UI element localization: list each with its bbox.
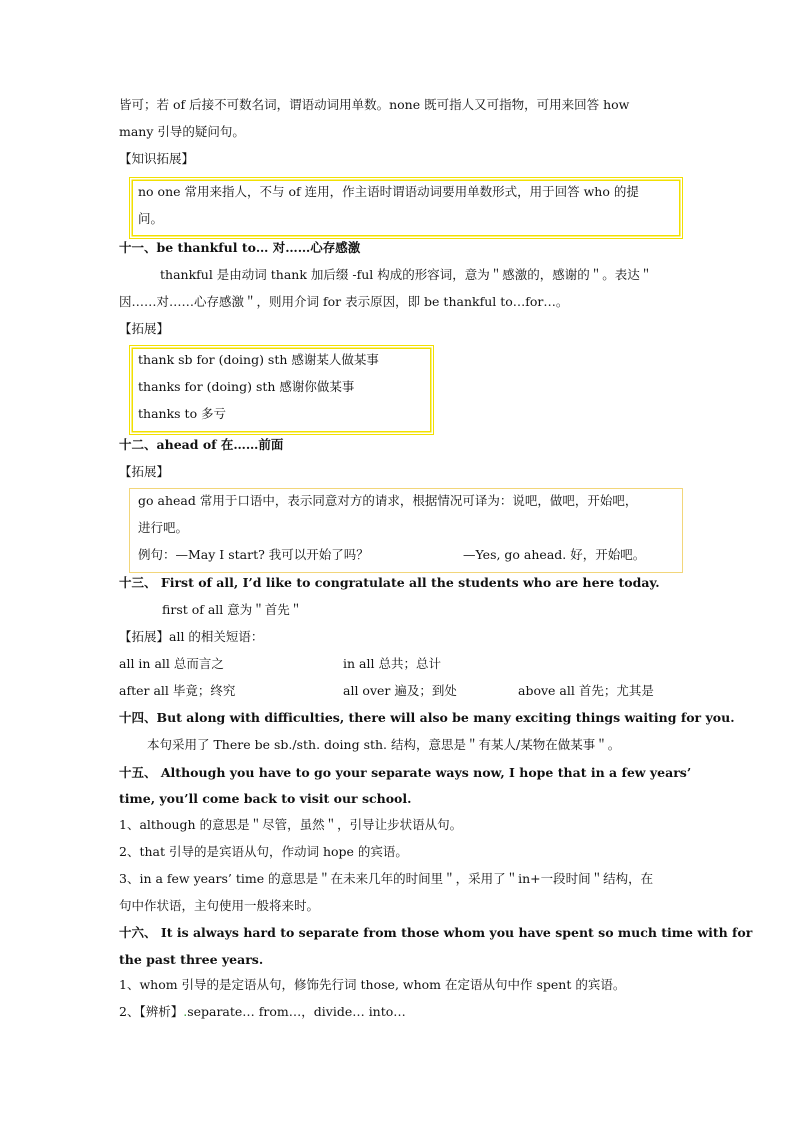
section-heading: 十五、 Although you have to go your separate ways now, I hope that in a few years’: [119, 765, 692, 780]
example-question: 例句：—May I start? 我可以开始了吗？: [138, 547, 369, 562]
text-line: 1、whom 引导的是定语从句，修饰先行词 those, whom 在定语从句中作 spent 的宾语。: [119, 977, 626, 992]
section-heading: 十二、ahead of 在……前面: [119, 437, 284, 452]
text-line: 因……对……心存感激＂，则用介词 for 表示原因，即 be thankful to…for…。: [119, 294, 569, 309]
box-text: thank sb for (doing) sth 感谢某人做某事: [138, 352, 379, 367]
text-line: [119, 1004, 406, 1020]
example-answer: —Yes, go ahead. 好，开始吧。: [463, 547, 646, 562]
bullet-dot-icon: .: [183, 1004, 188, 1019]
text-line: 3、in a few years’ time 的意思是＂在未来几年的时间里＂，采用了＂in+一段时间＂结构，在: [119, 871, 654, 886]
section-heading: 十六、 It is always hard to separate from those whom you have spent so much time with for: [119, 925, 753, 940]
text-line: first of all 意为＂首先＂: [162, 602, 303, 617]
phrase-item: after all 毕竟；终究: [119, 683, 236, 698]
section-label: 【拓展】: [119, 464, 170, 479]
section-heading: the past three years.: [119, 952, 264, 967]
extension-box: [129, 488, 683, 573]
box-text: thanks for (doing) sth 感谢你做某事: [138, 379, 355, 394]
text-line: 2、that 引导的是宾语从句，作动词 hope 的宾语。: [119, 844, 408, 859]
knowledge-box: [129, 177, 683, 239]
extension-box: [129, 345, 434, 435]
text-line: many 引导的疑问句。: [119, 124, 245, 139]
section-heading: 十三、 First of all, I’d like to congratulate all the students who are here today.: [119, 575, 660, 590]
box-text: 问。: [138, 211, 164, 226]
box-text: go ahead 常用于口语中，表示同意对方的请求，根据情况可译为：说吧，做吧，开始吧，: [138, 493, 638, 508]
section-heading: 十一、be thankful to… 对……心存感激: [119, 240, 361, 255]
text-line: thankful 是由动词 thank 加后缀 -ful 构成的形容词，意为＂感激的，感谢的＂。表达＂: [160, 267, 653, 282]
text-line: 1、although 的意思是＂尽管，虽然＂，引导让步状语从句。: [119, 817, 463, 832]
box-text: 进行吧。: [138, 520, 189, 535]
text-line: 句中作状语，主句使用一般将来时。: [119, 898, 320, 913]
phrase-item: above all 首先；尤其是: [518, 683, 654, 698]
section-heading: time, you’ll come back to visit our school.: [119, 791, 412, 806]
section-label: 【知识拓展】: [119, 151, 195, 166]
box-text: no one 常用来指人，不与 of 连用，作主语时谓语动词要用单数形式，用于回答 who 的提: [138, 184, 639, 199]
analysis-label: 2、【辨析】: [119, 1004, 184, 1019]
box-text: thanks to 多亏: [138, 406, 227, 421]
phrase-item: in all 总共；总计: [343, 656, 441, 671]
analysis-text: separate… from…，divide… into…: [187, 1004, 406, 1019]
section-heading: 十四、But along with difficulties, there will also be many exciting things waiting for you.: [119, 710, 735, 725]
phrase-item: all in all 总而言之: [119, 656, 224, 671]
text-line: 本句采用了 There be sb./sth. doing sth. 结构，意思是＂有某人/某物在做某事＂。: [147, 737, 621, 752]
text-line: 皆可；若 of 后接不可数名词，谓语动词用单数。none 既可指人又可指物，可用来回答 how: [119, 97, 630, 112]
phrase-item: all over 遍及；到处: [343, 683, 457, 698]
section-label: 【拓展】: [119, 321, 170, 336]
section-label: 【拓展】all 的相关短语：: [119, 629, 264, 644]
